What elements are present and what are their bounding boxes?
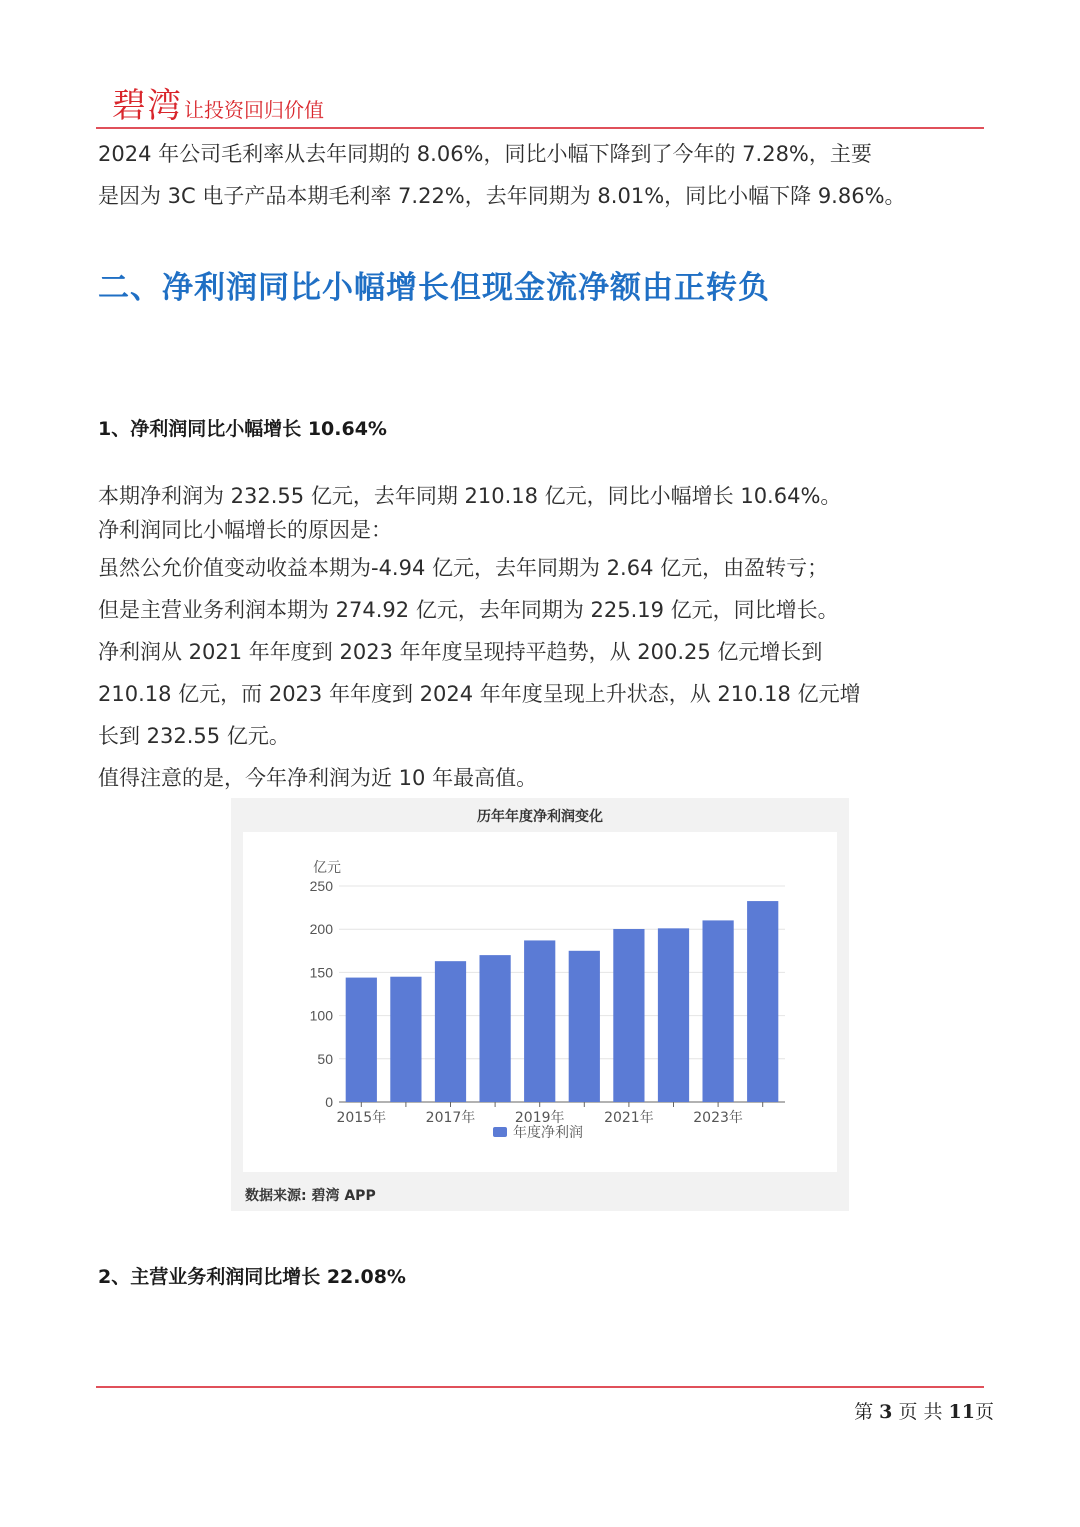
bar — [390, 977, 421, 1102]
intro-line-2: 是因为 3C 电子产品本期毛利率 7.22%，去年同期为 8.01%，同比小幅下降 9.86%。 — [98, 184, 906, 208]
body-line: 值得注意的是，今年净利润为近 10 年最高值。 — [98, 766, 538, 790]
brand-logo — [112, 78, 324, 126]
subsection-heading-1: 1、净利润同比小幅增长 10.64% — [98, 418, 387, 440]
section-heading: 二、净利润同比小幅增长但现金流净额由正转负 — [98, 270, 770, 306]
y-tick-label: 50 — [317, 1050, 333, 1067]
body-line: 虽然公允价值变动收益本期为-4.94 亿元，去年同期为 2.64 亿元，由盈转亏； — [98, 556, 829, 580]
x-tick-label: 2017年 — [425, 1110, 476, 1126]
bar — [346, 978, 377, 1102]
bar — [702, 920, 733, 1102]
legend-label: 年度净利润 — [513, 1125, 583, 1141]
page-prefix: 第 — [854, 1401, 874, 1423]
y-tick-label: 0 — [325, 1094, 333, 1110]
bar — [435, 961, 466, 1102]
y-tick-label: 100 — [309, 1007, 333, 1024]
bar — [569, 951, 600, 1102]
current-page: 3 — [879, 1401, 893, 1423]
body-line: 210.18 亿元，而 2023 年年度到 2024 年年度呈现上升状态，从 210.18 亿元增 — [98, 682, 861, 706]
subsection-heading-2: 2、主营业务利润同比增长 22.08% — [98, 1266, 406, 1288]
bar — [524, 940, 555, 1102]
y-tick-label: 250 — [309, 878, 333, 894]
header-rule — [96, 127, 984, 129]
y-axis-unit: 亿元 — [313, 860, 341, 876]
x-tick-label: 2021年 — [604, 1110, 654, 1126]
total-pages: 11 — [948, 1401, 975, 1423]
legend-swatch — [493, 1127, 507, 1137]
bar — [658, 928, 689, 1102]
chart-card — [231, 798, 849, 1211]
y-tick-label: 150 — [309, 964, 333, 981]
brand-slogan: 让投资回归价值 — [184, 98, 324, 122]
brand-name: 碧湾 — [112, 86, 182, 126]
body-line: 净利润同比小幅增长的原因是： — [98, 518, 392, 542]
y-tick-label: 200 — [309, 921, 333, 938]
page-number — [854, 1397, 994, 1424]
body-line: 净利润从 2021 年年度到 2023 年年度呈现持平趋势，从 200.25 亿元增长到 — [98, 640, 823, 664]
chart-plot-area — [243, 832, 837, 1172]
body-line: 长到 232.55 亿元。 — [98, 724, 290, 748]
x-tick-label: 2019年 — [514, 1110, 565, 1126]
intro-line-1: 2024 年公司毛利率从去年同期的 8.06%，同比小幅下降到了今年的 7.28%，主要 — [98, 142, 872, 166]
bar — [747, 901, 778, 1102]
bar — [479, 955, 510, 1102]
body-line: 但是主营业务利润本期为 274.92 亿元，去年同期为 225.19 亿元，同比增长。 — [98, 598, 839, 622]
bar — [613, 929, 644, 1102]
page-mid: 页 共 — [898, 1401, 943, 1423]
x-tick-label: 2015年 — [336, 1110, 387, 1126]
chart-title: 历年年度净利润变化 — [477, 809, 603, 825]
chart-source: 数据来源: 碧湾 APP — [245, 1188, 376, 1204]
page-suffix: 页 — [974, 1401, 994, 1423]
footer-rule — [96, 1386, 984, 1388]
body-line: 本期净利润为 232.55 亿元，去年同期 210.18 亿元，同比小幅增长 10.64%。 — [98, 484, 842, 508]
x-tick-label: 2023年 — [693, 1110, 743, 1126]
bar-chart — [243, 832, 837, 1172]
